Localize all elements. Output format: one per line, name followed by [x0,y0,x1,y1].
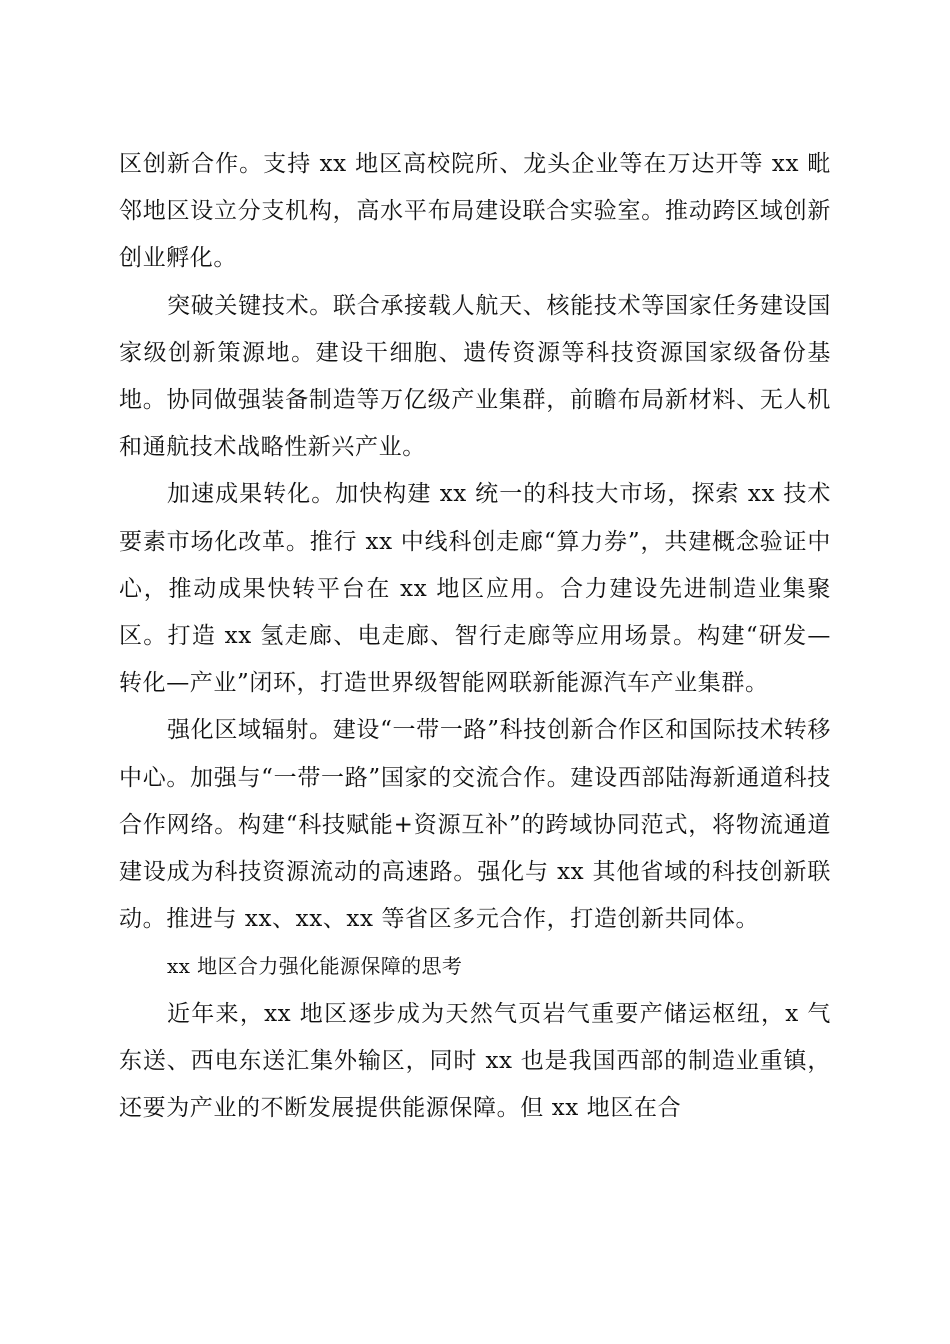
document-body [119,141,831,1132]
paragraph-regional-radiation: 强化区域辐射。建设“一带一路”科技创新合作区和国际技术转移中心。加强与“一带一路”国家的交流合作。建设西部陆海新通道科技合作网络。构建“科技赋能+资源互补”的跨域协同范式，将物流通道建设成为科技资源流动的高速路。强化与 xx 其他省域的科技创新联动。推进与 xx、xx、xx 等省区多元合作，打造创新共同体。 [119,717,831,933]
section-title: xx 地区合力强化能源保障的思考 [167,954,463,979]
paragraph-regional-cooperation: 区创新合作。支持 xx 地区高校院所、龙头企业等在万达开等 xx 毗邻地区设立分支机构，高水平布局建设联合实验室。推动跨区域创新创业孵化。 [119,151,831,272]
paragraph-energy-intro: 近年来，xx 地区逐步成为天然气页岩气重要产储运枢纽，x 气东送、西电东送汇集外输区，同时 xx 也是我国西部的制造业重镇，还要为产业的不断发展提供能源保障。但 xx 地区在合 [119,1000,831,1122]
paragraph-key-technology: 突破关键技术。联合承接载人航天、核能技术等国家任务建设国家级创新策源地。建设干细胞、遗传资源等科技资源国家级备份基地。协同做强装备制造等万亿级产业集群，前瞻布局新材料、无人机和通航技术战略性新兴产业。 [119,292,831,461]
paragraph-achievement-transfer: 加速成果转化。加快构建 xx 统一的科技大市场，探索 xx 技术要素市场化改革。推行 xx 中线科创走廊“算力券”，共建概念验证中心，推动成果快转平台在 xx 地区应用。合力建设先进制造业集聚区。打造 xx 氢走廊、电走廊、智行走廊等应用场景。构建“研发—转化—产业”闭环，打造世界级智能网联新能源汽车产业集群。 [119,481,831,697]
